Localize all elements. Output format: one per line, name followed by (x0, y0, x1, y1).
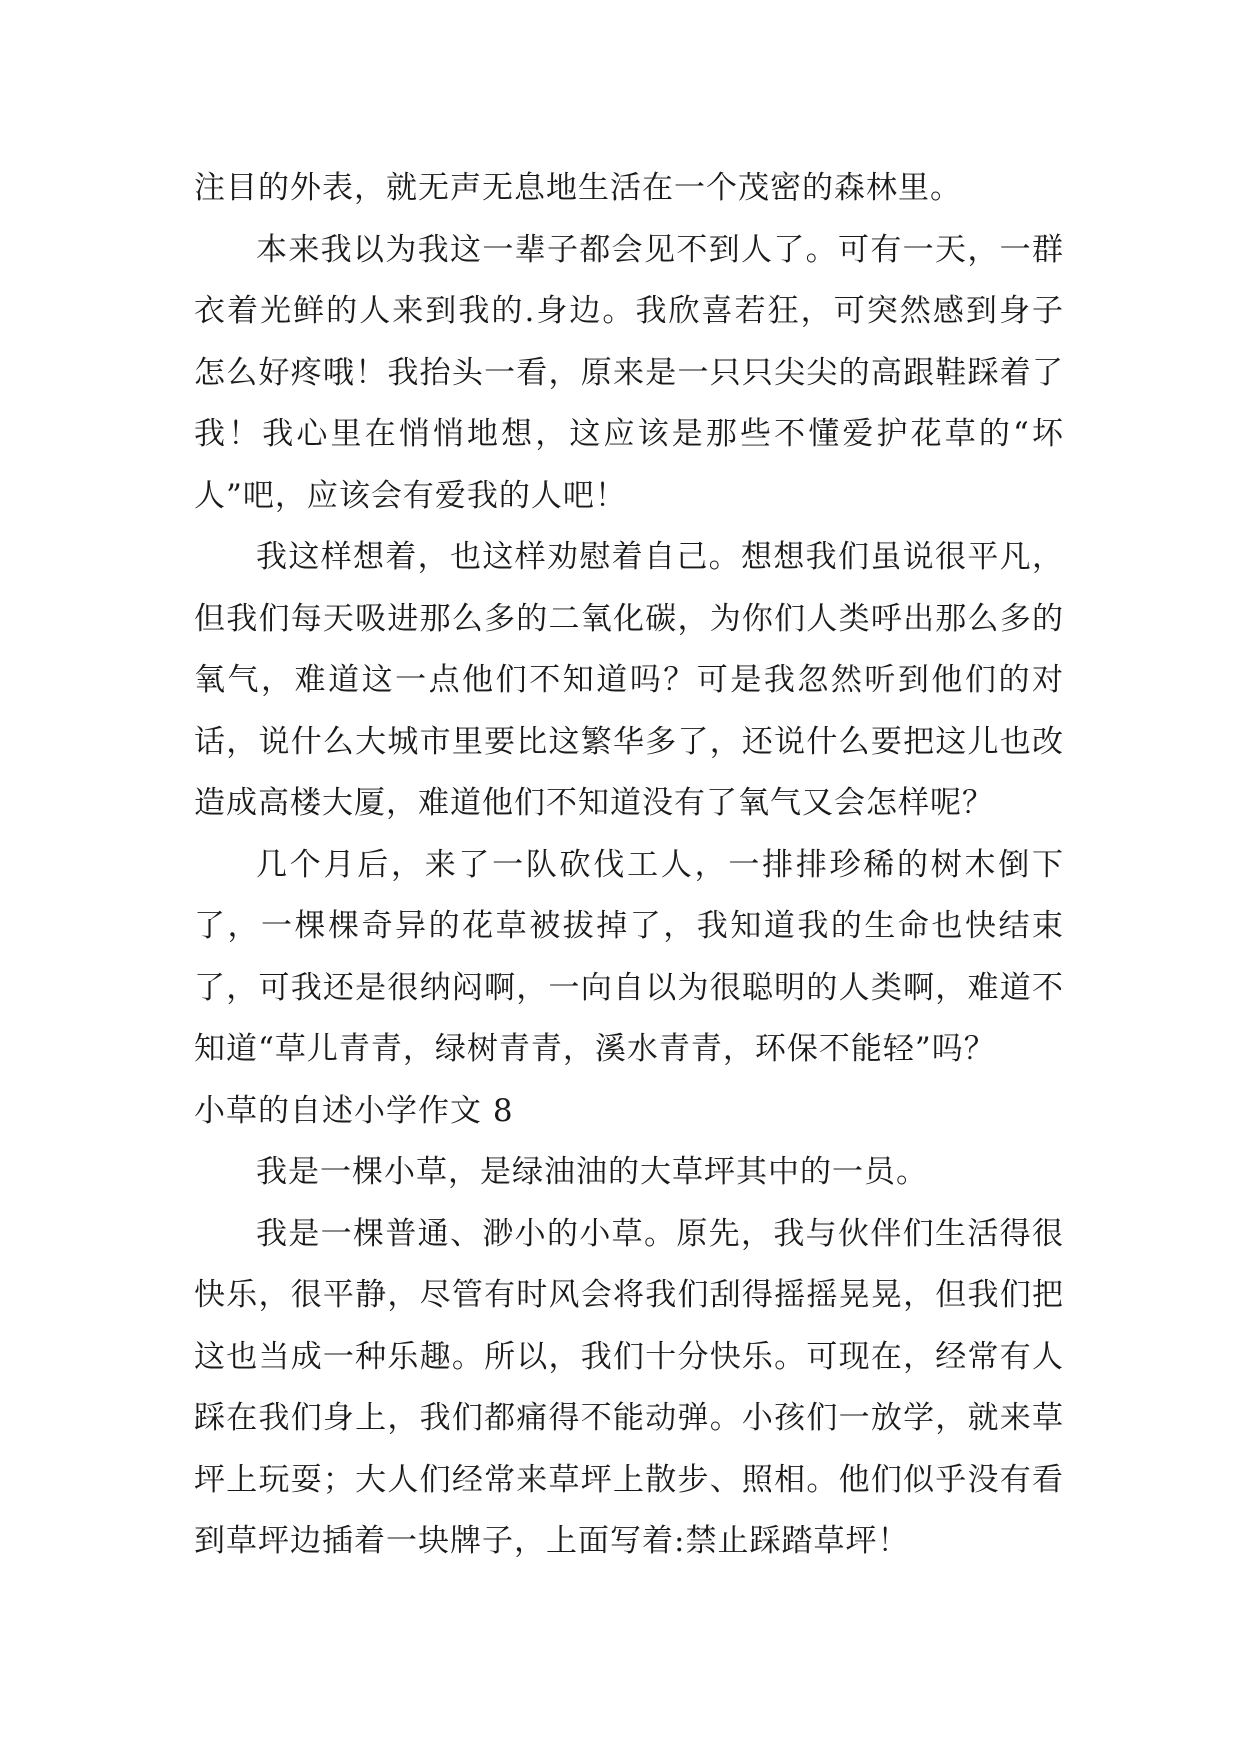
document-page (194, 158, 1064, 1573)
section-heading: 小草的自述小学作文 8 (194, 1092, 514, 1129)
paragraph: 我是一棵普通、渺小的小草。原先，我与伙伴们生活得很快乐，很平静，尽管有时风会将我们刮得摇摇晃晃，但我们把这也当成一种乐趣。所以，我们十分快乐。可现在，经常有人踩在我们身上，我们都痛得不能动弹。小孩们一放学，就来草坪上玩耍；大人们经常来草坪上散步、照相。他们似乎没有看到草坪边插着一块牌子，上面写着:禁止踩踏草坪！ (194, 1215, 1064, 1559)
paragraph: 我这样想着，也这样劝慰着自己。想想我们虽说很平凡，但我们每天吸进那么多的二氧化碳，为你们人类呼出那么多的氧气，难道这一点他们不知道吗？可是我忽然听到他们的对话，说什么大城市里要比这繁华多了，还说什么要把这儿也改造成高楼大厦，难道他们不知道没有了氧气又会怎样呢？ (194, 539, 1064, 821)
paragraph: 几个月后，来了一队砍伐工人，一排排珍稀的树木倒下了，一棵棵奇异的花草被拔掉了，我知道我的生命也快结束了，可我还是很纳闷啊，一向自以为很聪明的人类啊，难道不知道“草儿青青，绿树青青，溪水青青，环保不能轻”吗？ (194, 846, 1064, 1067)
paragraph: 我是一棵小草，是绿油油的大草坪其中的一员。 (256, 1154, 928, 1190)
paragraph: 本来我以为我这一辈子都会见不到人了。可有一天，一群衣着光鲜的人来到我的.身边。我欣喜若狂，可突然感到身子怎么好疼哦！我抬头一看，原来是一只只尖尖的高跟鞋踩着了我！我心里在悄悄地想，这应该是那些不懂爱护花草的“坏人”吧，应该会有爱我的人吧！ (194, 231, 1064, 514)
paragraph-continued: 注目的外表，就无声无息地生活在一个茂密的森林里。 (194, 170, 962, 206)
